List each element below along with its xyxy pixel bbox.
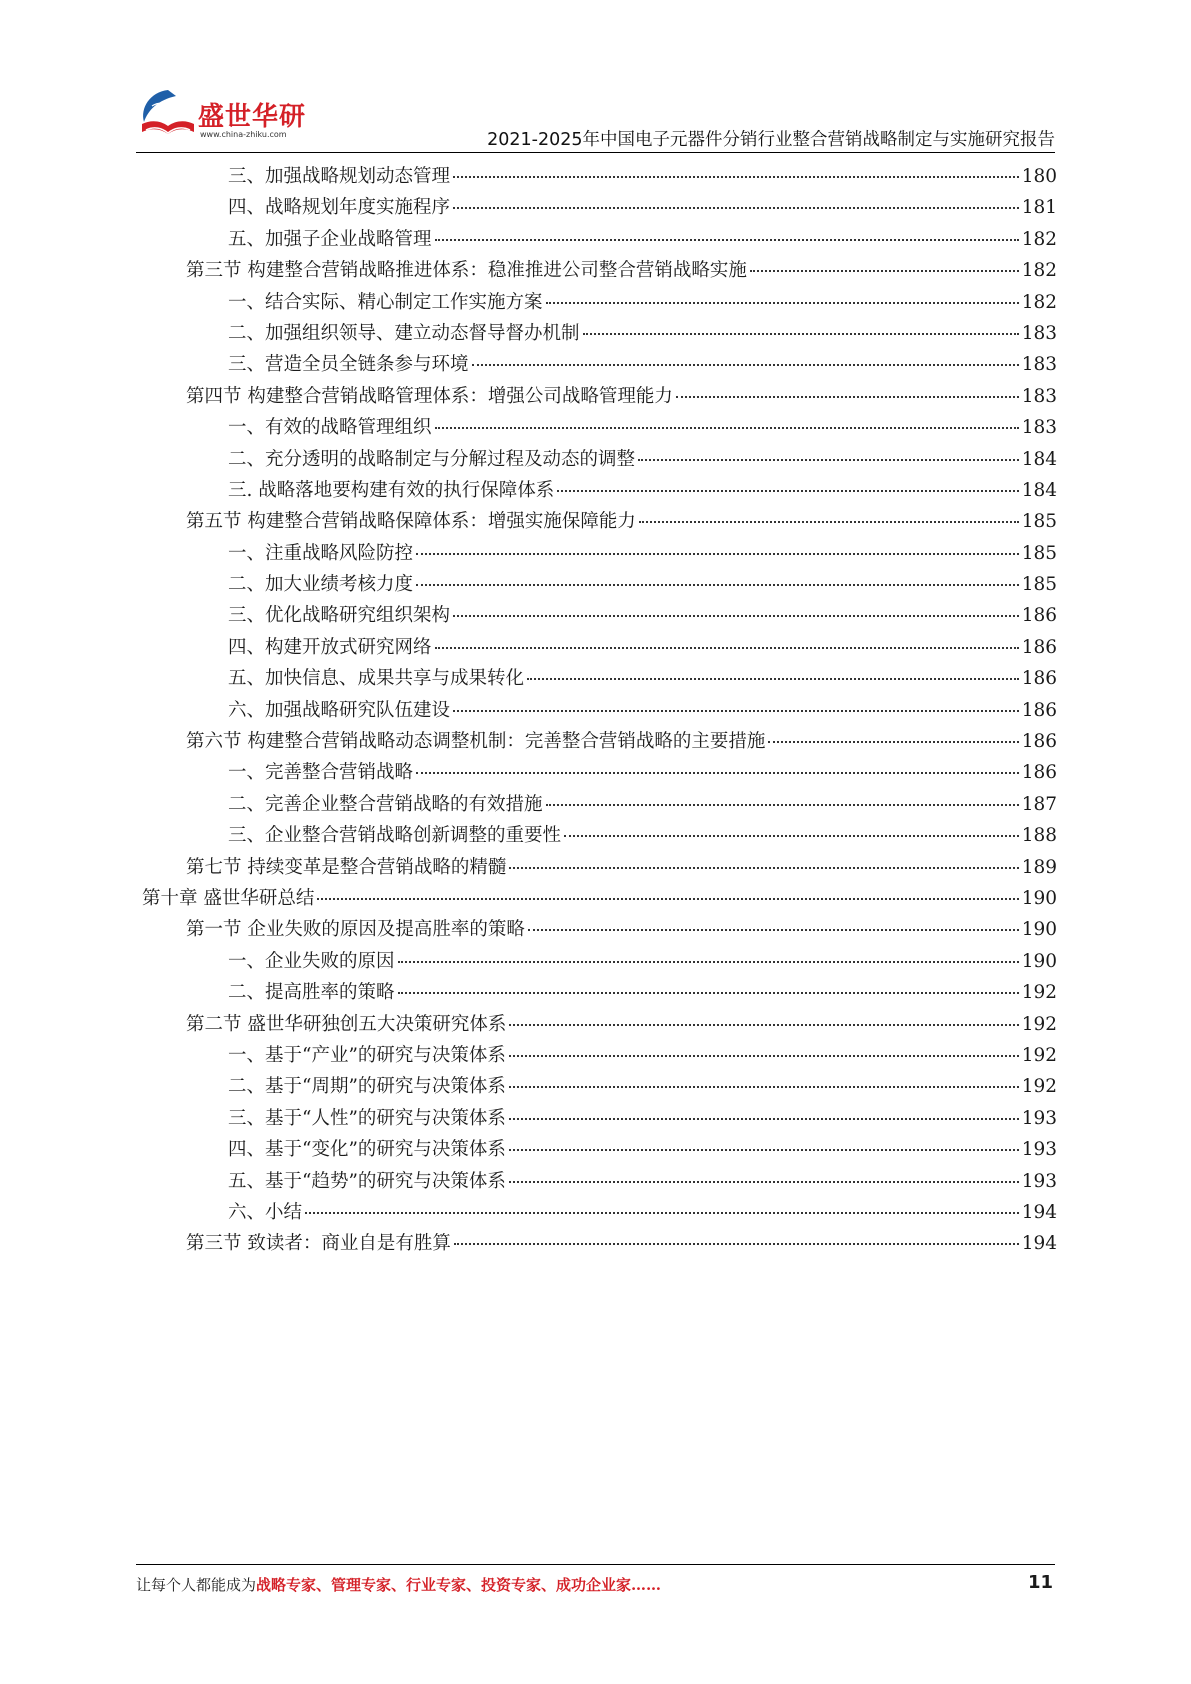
toc-entry-label: 一、注重战略风险防控 [228, 542, 414, 564]
toc-entry-label: 五、加快信息、成果共享与成果转化 [228, 668, 525, 690]
toc-entry[interactable] [142, 569, 1057, 600]
toc-leader-dots [509, 1148, 1019, 1151]
toc-entry[interactable] [142, 506, 1057, 537]
toc-entry-label: 四、战略规划年度实施程序 [228, 197, 451, 219]
footer-slogan-prefix: 让每个人都能成为 [136, 1576, 257, 1594]
toc-entry-page: 186 [1021, 762, 1057, 784]
toc-entry[interactable] [142, 475, 1057, 506]
toc-entry-label: 二、加强组织领导、建立动态督导督办机制 [228, 322, 580, 344]
toc-leader-dots [398, 991, 1019, 994]
toc-leader-dots [453, 206, 1019, 209]
toc-entry-label: 一、结合实际、精心制定工作实施方案 [228, 291, 543, 313]
toc-leader-dots [750, 269, 1019, 272]
toc-entry-label: 二、提高胜率的策略 [228, 982, 395, 1004]
toc-entry[interactable] [142, 632, 1057, 663]
toc-entry[interactable] [142, 695, 1057, 726]
toc-entry-page: 194 [1021, 1233, 1057, 1255]
toc-entry[interactable] [142, 1071, 1057, 1102]
toc-entry-page: 190 [1021, 919, 1057, 941]
toc-entry-page: 185 [1021, 574, 1057, 596]
page-header [0, 0, 1191, 150]
toc-entry-page: 185 [1021, 511, 1057, 533]
toc-leader-dots [435, 646, 1019, 649]
toc-entry-page: 182 [1021, 228, 1057, 250]
toc-entry[interactable] [142, 349, 1057, 380]
toc-entry-page: 184 [1021, 448, 1057, 470]
toc-entry-page: 180 [1021, 166, 1057, 187]
toc-leader-dots [454, 1242, 1019, 1245]
toc-entry-page: 192 [1021, 1044, 1057, 1066]
toc-entry-label: 二、基于“周期”的研究与决策体系 [228, 1076, 506, 1098]
toc-entry-label: 一、企业失败的原因 [228, 950, 395, 972]
toc-entry-page: 185 [1021, 542, 1057, 564]
toc-entry-page: 186 [1021, 668, 1057, 690]
toc-entry-page: 182 [1021, 291, 1057, 313]
toc-leader-dots [453, 614, 1019, 617]
logo-book-icon [138, 86, 198, 142]
toc-leader-dots [509, 1180, 1019, 1183]
toc-entry-page: 181 [1021, 197, 1057, 219]
toc-entry-label: 二、加大业绩考核力度 [228, 574, 414, 596]
toc-leader-dots [546, 803, 1019, 806]
page-number: 11 [1027, 1572, 1053, 1593]
toc-entry-label: 三、营造全员全链条参与环境 [228, 354, 469, 376]
toc-entry-page: 184 [1021, 479, 1057, 501]
toc-entry-page: 186 [1021, 636, 1057, 658]
toc-entry[interactable] [142, 1228, 1057, 1259]
toc-entry-page: 192 [1021, 1076, 1057, 1098]
toc-leader-dots [453, 175, 1019, 178]
toc-entry-label: 三. 战略落地要构建有效的执行保障体系 [228, 479, 555, 501]
toc-entry[interactable] [142, 318, 1057, 349]
toc-entry-page: 183 [1021, 385, 1057, 407]
toc-entry[interactable] [142, 538, 1057, 569]
logo-text: 盛世华研 [198, 102, 307, 132]
toc-entry-label: 一、基于“产业”的研究与决策体系 [228, 1044, 506, 1066]
toc-entry-page: 192 [1021, 1013, 1057, 1035]
toc-entry-page: 193 [1021, 1170, 1057, 1192]
toc-entry-label: 第五节 构建整合营销战略保障体系：增强实施保障能力 [186, 511, 636, 533]
toc-leader-dots [509, 1117, 1019, 1120]
toc-entry[interactable] [142, 726, 1057, 757]
logo-url: www.china-zhiku.com [200, 130, 287, 139]
toc-entry-page: 189 [1021, 856, 1057, 878]
toc-leader-dots [583, 332, 1019, 335]
toc-entry-label: 第一节 企业失败的原因及提高胜率的策略 [186, 919, 525, 941]
toc-entry[interactable] [142, 1009, 1057, 1040]
toc-leader-dots [317, 897, 1018, 900]
toc-entry[interactable] [142, 914, 1057, 945]
toc-entry[interactable] [142, 789, 1057, 820]
toc-entry[interactable] [142, 1166, 1057, 1197]
toc-entry-label: 三、优化战略研究组织架构 [228, 605, 451, 627]
toc-entry-label: 第二节 盛世华研独创五大决策研究体系 [186, 1013, 507, 1035]
toc-entry[interactable] [142, 255, 1057, 286]
toc-leader-dots [416, 771, 1019, 774]
toc-entry-label: 第三节 构建整合营销战略推进体系：稳准推进公司整合营销战略实施 [186, 260, 747, 282]
toc-entry-label: 二、充分透明的战略制定与分解过程及动态的调整 [228, 448, 636, 470]
toc-entry[interactable] [142, 977, 1057, 1008]
toc-entry-label: 六、加强战略研究队伍建设 [228, 699, 451, 721]
toc-entry-label: 二、完善企业整合营销战略的有效措施 [228, 793, 543, 815]
toc-leader-dots [768, 740, 1018, 743]
toc-leader-dots [416, 552, 1019, 555]
toc-leader-dots [305, 1211, 1019, 1214]
toc-leader-dots [509, 1085, 1019, 1088]
toc-entry-label: 五、基于“趋势”的研究与决策体系 [228, 1170, 506, 1192]
toc-leader-dots [557, 489, 1018, 492]
toc-entry[interactable] [142, 946, 1057, 977]
toc-entry-page: 187 [1021, 793, 1057, 815]
toc-entry-label: 四、基于“变化”的研究与决策体系 [228, 1139, 506, 1161]
toc-entry[interactable] [142, 1040, 1057, 1071]
toc-entry-label: 五、加强子企业战略管理 [228, 228, 432, 250]
toc-entry-label: 四、构建开放式研究网络 [228, 636, 432, 658]
toc-entry-label: 一、完善整合营销战略 [228, 762, 414, 784]
toc-entry[interactable] [142, 883, 1057, 914]
toc-leader-dots [676, 395, 1019, 398]
toc-entry[interactable] [142, 852, 1057, 883]
toc-leader-dots [435, 238, 1019, 241]
toc-entry-label: 三、企业整合营销战略创新调整的重要性 [228, 825, 562, 847]
toc-entry-page: 183 [1021, 354, 1057, 376]
toc-entry-label: 一、有效的战略管理组织 [228, 417, 432, 439]
toc-entry[interactable] [142, 287, 1057, 318]
toc-entry-label: 第十章 盛世华研总结 [142, 887, 315, 909]
toc-leader-dots [398, 960, 1019, 963]
toc-entry-page: 183 [1021, 322, 1057, 344]
toc-leader-dots [564, 834, 1019, 837]
toc-entry[interactable] [142, 161, 1057, 192]
toc-entry-page: 192 [1021, 982, 1057, 1004]
toc-entry-page: 194 [1021, 1201, 1057, 1223]
toc-leader-dots [509, 866, 1018, 869]
toc-leader-dots [638, 458, 1019, 461]
document-title: 2021-2025年中国电子元器件分销行业整合营销战略制定与实施研究报告 [487, 130, 1055, 150]
toc-entry[interactable] [142, 1197, 1057, 1228]
toc-entry-page: 182 [1021, 260, 1057, 282]
toc-entry-label: 第四节 构建整合营销战略管理体系：增强公司战略管理能力 [186, 385, 673, 407]
toc-entry[interactable] [142, 1134, 1057, 1165]
toc-leader-dots [453, 709, 1019, 712]
toc-entry[interactable] [142, 381, 1057, 412]
toc-entry-label: 第七节 持续变革是整合营销战略的精髓 [186, 856, 507, 878]
toc-entry-label: 三、加强战略规划动态管理 [228, 166, 451, 187]
toc-entry-page: 190 [1021, 950, 1057, 972]
footer-slogan [136, 1574, 661, 1595]
toc-entry-label: 三、基于“人性”的研究与决策体系 [228, 1107, 506, 1129]
toc-entry-page: 188 [1021, 825, 1057, 847]
toc-entry[interactable] [142, 663, 1057, 694]
toc-entry[interactable] [142, 412, 1057, 443]
toc-entry-page: 193 [1021, 1107, 1057, 1129]
toc-leader-dots [509, 1054, 1019, 1057]
toc-entry-page: 183 [1021, 417, 1057, 439]
footer-divider [136, 1564, 1055, 1565]
toc-leader-dots [416, 583, 1019, 586]
toc-entry-page: 186 [1021, 699, 1057, 721]
toc-entry-page: 193 [1021, 1139, 1057, 1161]
table-of-contents [142, 161, 1057, 1260]
toc-entry-label: 六、小结 [228, 1201, 303, 1223]
footer-slogan-highlight: 战略专家、管理专家、行业专家、投资专家、成功企业家…… [256, 1576, 662, 1594]
toc-entry-page: 186 [1021, 605, 1057, 627]
toc-leader-dots [509, 1023, 1018, 1026]
toc-entry-label: 第三节 致读者：商业自是有胜算 [186, 1233, 451, 1255]
toc-entry[interactable] [142, 224, 1057, 255]
toc-entry[interactable] [142, 820, 1057, 851]
toc-entry[interactable] [142, 1103, 1057, 1134]
toc-entry[interactable] [142, 444, 1057, 475]
toc-entry[interactable] [142, 757, 1057, 788]
toc-entry-page: 190 [1021, 887, 1057, 909]
toc-leader-dots [527, 677, 1019, 680]
toc-entry[interactable] [142, 192, 1057, 223]
toc-leader-dots [639, 520, 1019, 523]
toc-entry-label: 第六节 构建整合营销战略动态调整机制：完善整合营销战略的主要措施 [186, 731, 766, 753]
toc-leader-dots [528, 928, 1019, 931]
toc-entry-page: 186 [1021, 731, 1057, 753]
header-divider [136, 152, 1055, 153]
toc-leader-dots [435, 426, 1019, 429]
toc-entry[interactable] [142, 600, 1057, 631]
company-logo [138, 86, 318, 146]
toc-leader-dots [546, 301, 1019, 304]
toc-leader-dots [472, 363, 1019, 366]
